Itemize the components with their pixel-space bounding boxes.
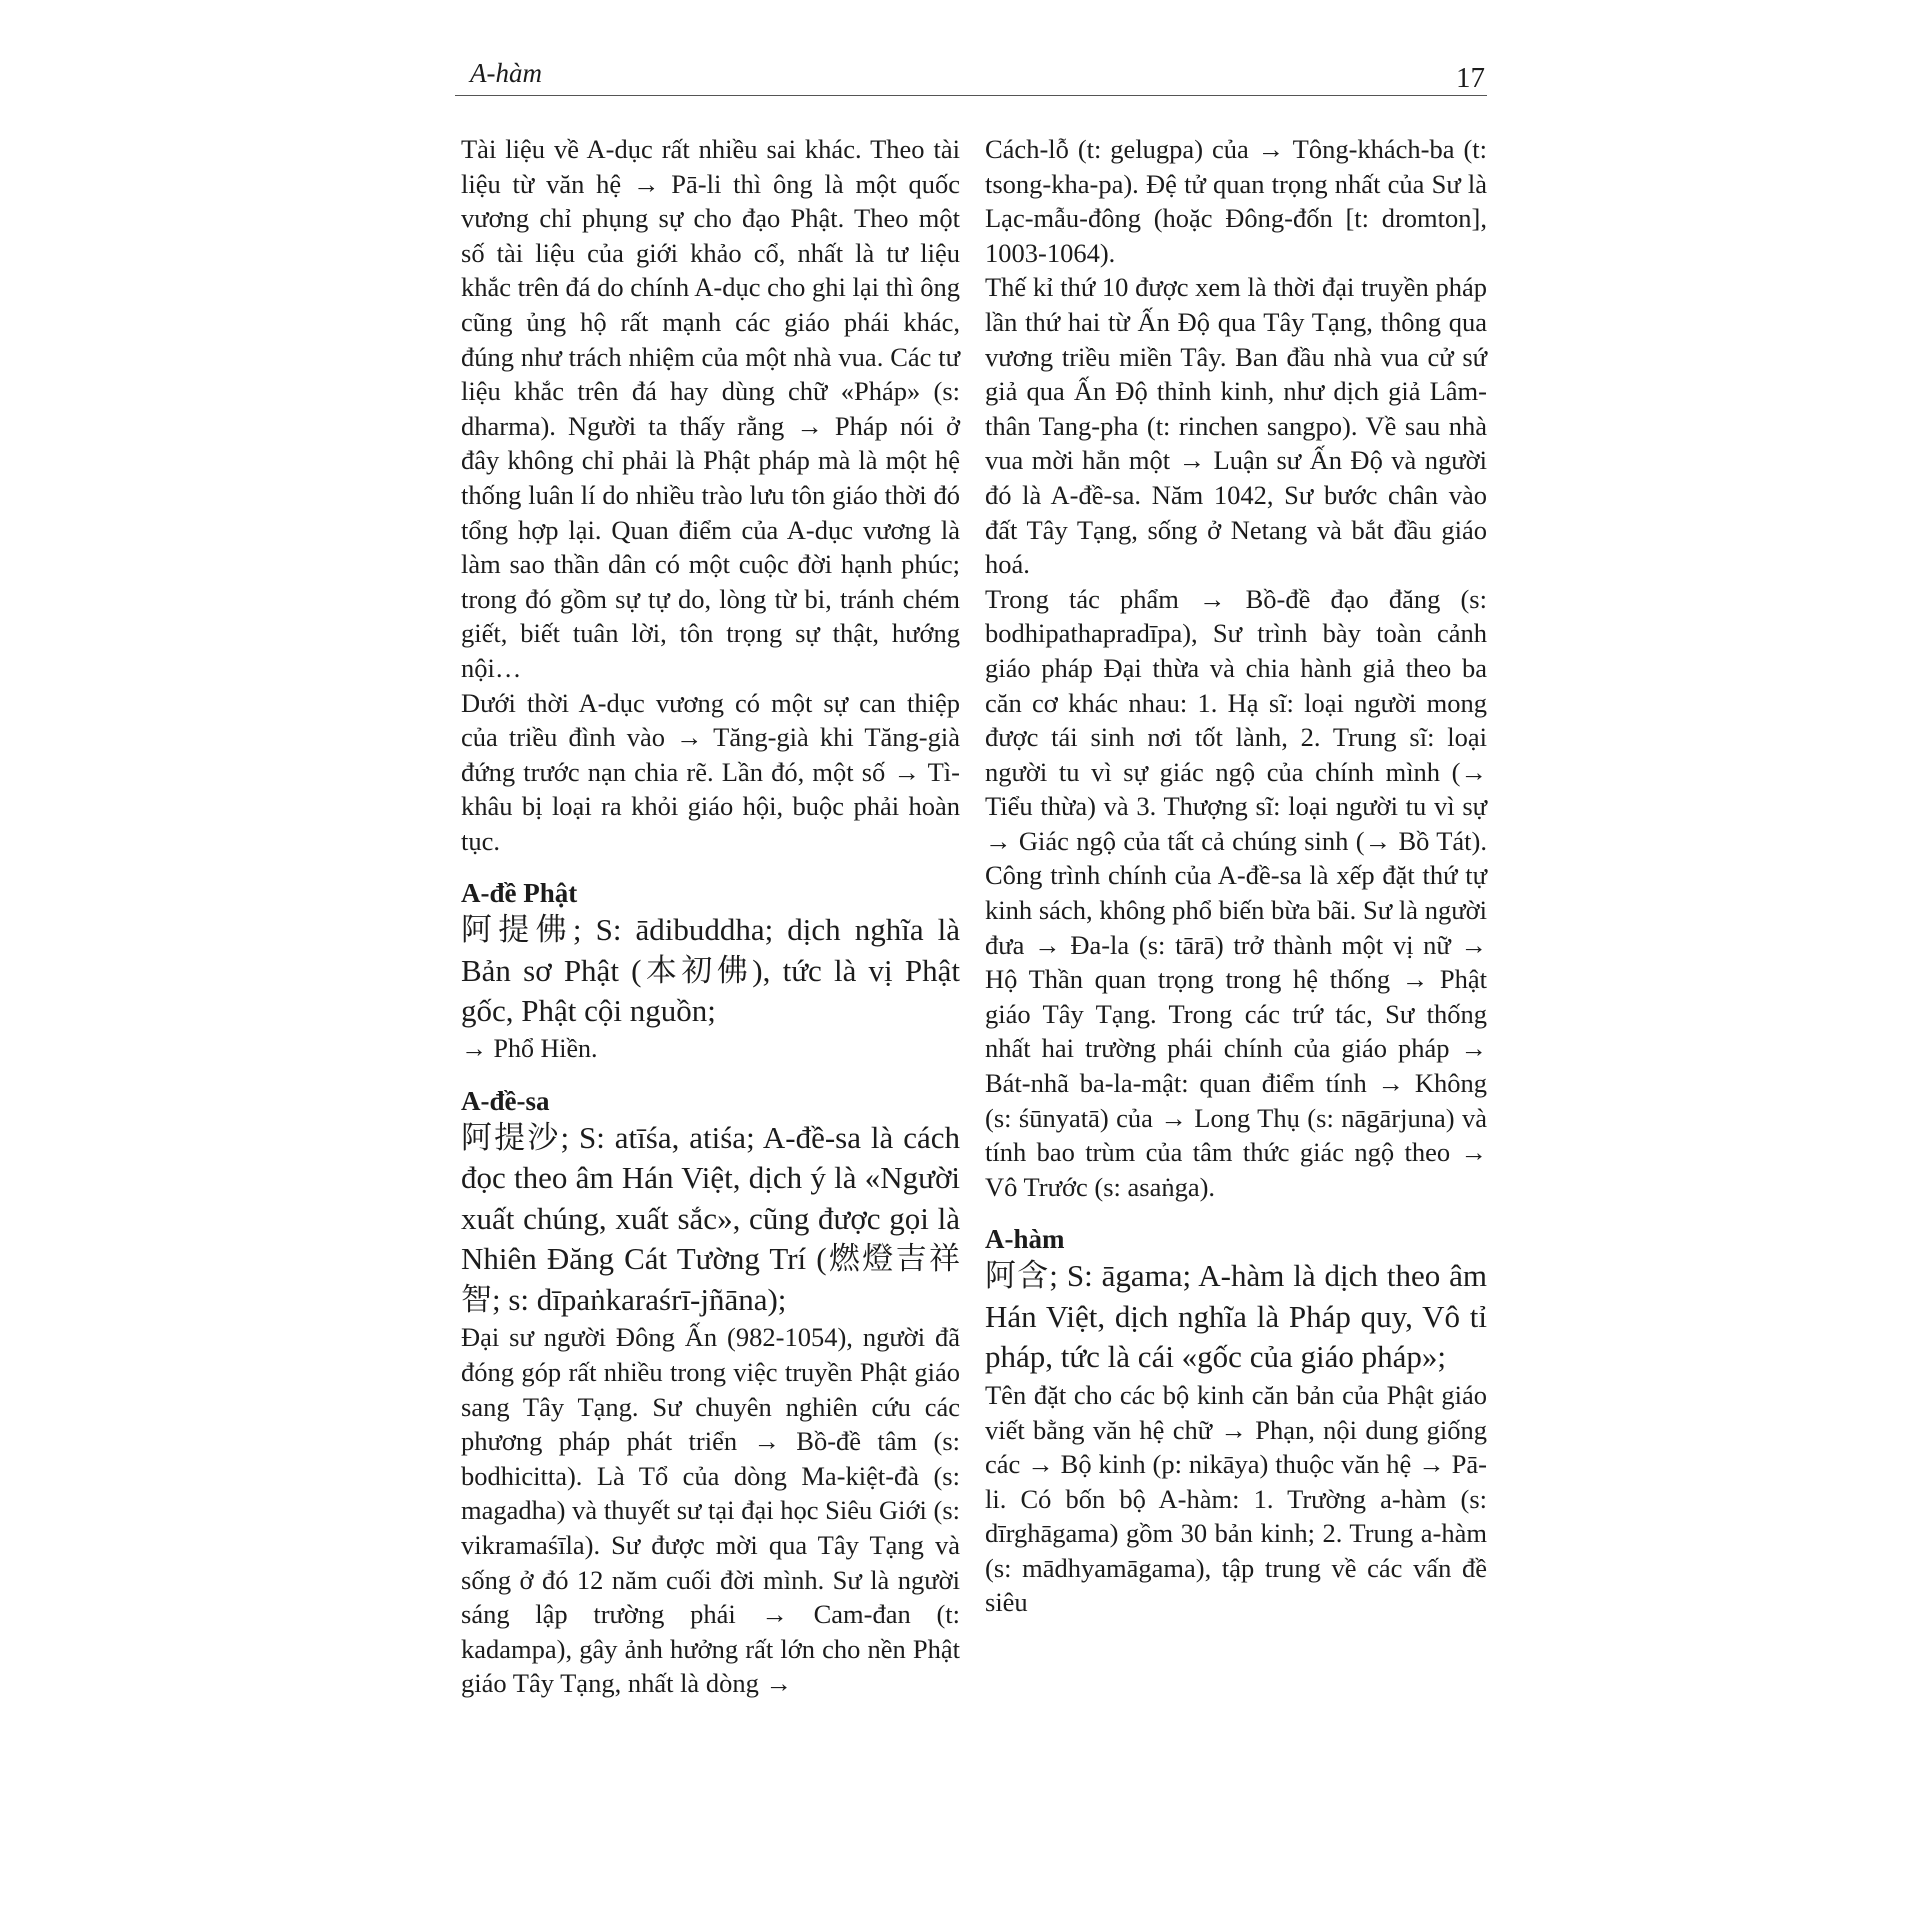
continuation-paragraph: Dưới thời A-dục vương có một sự can thiệp của triều đình vào → Tăng-già khi Tăng-già đứng trước nạn chia rẽ. Lần đó, một số → Tì-khâu bị loại ra khỏi giáo hội, buộc phải hoàn tục. <box>461 687 960 856</box>
entry-intro: 阿含; S: āgama; A-hàm là dịch theo âm Hán Việt, dịch nghĩa là Pháp quy, Vô tỉ pháp, tức là cái «gốc của giáo pháp»; <box>985 1258 1487 1375</box>
entry-body: Thế kỉ thứ 10 được xem là thời đại truyền pháp lần thứ hai từ Ấn Độ qua Tây Tạng, thông qua vương triều miền Tây. Ban đầu nhà vua cử sứ giả qua Ấn Độ thỉnh kinh, như dịch giả Lâm-thân Tang-pha (t: rinchen sangpo). Về sau nhà vua mời hẳn một → Luận sư Ấn Độ và người đó là A-đề-sa. Năm 1042, Sư bước chân vào đất Tây Tạng, sống ở Netang và bắt đầu giáo hoá. <box>985 272 1487 580</box>
continuation-paragraph: Tài liệu về A-dục rất nhiều sai khác. Theo tài liệu từ văn hệ → Pā-li thì ông là một quốc vương chỉ phụng sự cho đạo Phật. Theo một số tài liệu của giới khảo cổ, nhất là tư liệu khắc trên đá do chính A-dục cho ghi lại thì ông cũng ủng hộ rất mạnh các giáo phái khác, đúng như trách nhiệm của một nhà vua. Các tư liệu khắc trên đá hay dùng chữ «Pháp» (s: dharma). Người ta thấy rằng → Pháp nói ở đây không chỉ phải là Phật pháp mà là một hệ thống luân lí do nhiều trào lưu tôn giáo thời đó tổng hợp lại. Quan điểm của A-dục vương là làm sao thần dân có một cuộc đời hạnh phúc; trong đó gồm sự tự do, lòng từ bi, tránh chém giết, biết tuân lời, tôn trọng sự thật, hướng nội… <box>461 134 960 683</box>
entry-body: Đại sư người Đông Ấn (982-1054), người đã đóng góp rất nhiều trong việc truyền Phật giáo sang Tây Tạng. Sư chuyên nghiên cứu các phương pháp phát triển → Bồ-đề tâm (s: bodhicitta). Là Tổ của dòng Ma-kiệt-đà (s: magadha) và thuyết sư tại đại học Siêu Giới (s: vikramaśīla). Sư được mời qua Tây Tạng và sống ở đó 12 năm cuối đời mình. Sư là người sáng lập trường phái → Cam-đan (t: kadampa), gây ảnh hưởng rất lớn cho nền Phật giáo Tây Tạng, nhất là dòng → <box>461 1322 960 1699</box>
entry-intro: 阿提沙; S: atīśa, atiśa; A-đề-sa là cách đọc theo âm Hán Việt, dịch ý là «Người xuất chúng, xuất sắc», cũng được gọi là Nhiên Đăng Cát Tường Trí (燃燈吉祥智; s: dīpaṅkaraśrī-jñāna); <box>461 1119 960 1317</box>
running-head: A-hàm <box>470 58 542 88</box>
entry-headword: A-hàm <box>985 1224 1065 1255</box>
entry-body: Trong tác phẩm → Bồ-đề đạo đăng (s: bodhipathapradīpa), Sư trình bày toàn cảnh giáo pháp Đại thừa và chia hành giả theo ba căn cơ khác nhau: 1. Hạ sĩ: loại người mong được tái sinh nơi tốt lành, 2. Trung sĩ: loại người tu vì sự giác ngộ của chính mình (→ Tiểu thừa) và 3. Thượng sĩ: loại người tu vì sự → Giác ngộ của tất cả chúng sinh (→ Bồ Tát). Công trình chính của A-đề-sa là xếp đặt thứ tự kinh sách, không phổ biến bừa bãi. Sư là người đưa → Đa-la (s: tārā) trở thành một vị nữ → Hộ Thần quan trọng trong hệ thống → Phật giáo Tây Tạng. Trong các trứ tác, Sư thống nhất hai trường phái chính của giáo pháp → Bát-nhã ba-la-mật: quan điểm tính → Không (s: śūnyatā) của → Long Thụ (s: nāgārjuna) và tính bao trùm của tâm thức giác ngộ theo → Vô Trước (s: asaṅga). <box>985 583 1487 1202</box>
entry-headword: A-đề Phật <box>461 878 578 909</box>
entry-body: Tên đặt cho các bộ kinh căn bản của Phật giáo viết bằng văn hệ chữ → Phạn, nội dung giống các → Bộ kinh (p: nikāya) thuộc văn hệ → Pā-li. Có bốn bộ A-hàm: 1. Trường a-hàm (s: dīrghāgama) gồm 30 bản kinh; 2. Trung a-hàm (s: mādhyamāgama), tập trung về các vấn đề siêu <box>985 1379 1487 1618</box>
entry-headword: A-đề-sa <box>461 1085 550 1116</box>
entry-body: Cách-lỗ (t: gelugpa) của → Tông-khách-ba (t: tsong-kha-pa). Đệ tử quan trọng nhất của Sư là Lạc-mẫu-đông (hoặc Đông-đốn [t: dromton], 1003-1064). <box>985 134 1487 268</box>
header-rule <box>455 95 1487 96</box>
page-number: 17 <box>1456 62 1485 94</box>
left-column <box>461 132 960 1701</box>
entry-intro: 阿提佛; S: ādibuddha; dịch nghĩa là Bản sơ Phật (本初佛), tức là vị Phật gốc, Phật cội nguồn; <box>461 912 960 1029</box>
entry-cross-reference: → Phổ Hiền. <box>461 1033 598 1063</box>
right-column <box>985 132 1487 1620</box>
